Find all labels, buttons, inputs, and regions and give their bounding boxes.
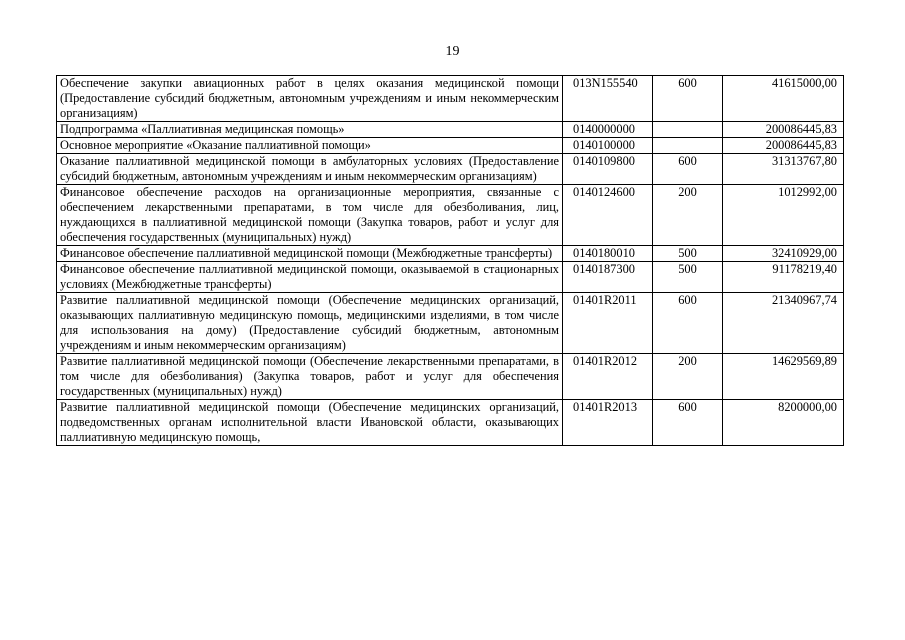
row-name-cell: Развитие паллиативной медицинской помощи (Обеспечение медицинских организаций, подведомственных органам исполнительной власти Ивановской области, оказывающих паллиативную медицинскую помощь, <box>57 400 563 446</box>
row-amount-cell: 31313767,80 <box>723 154 844 185</box>
budget-table <box>56 75 844 446</box>
row-target-article-cell: 0140187300 <box>563 262 653 293</box>
table-row <box>57 122 844 138</box>
row-target-article-cell: 01401R2011 <box>563 293 653 354</box>
row-expense-type-cell: 600 <box>653 154 723 185</box>
table-row <box>57 262 844 293</box>
row-target-article-cell: 01401R2012 <box>563 354 653 400</box>
row-name-cell: Основное мероприятие «Оказание паллиативной помощи» <box>57 138 563 154</box>
table-row <box>57 185 844 246</box>
row-expense-type-cell <box>653 138 723 154</box>
table-row <box>57 154 844 185</box>
row-amount-cell: 200086445,83 <box>723 122 844 138</box>
row-name-cell: Подпрограмма «Паллиативная медицинская помощь» <box>57 122 563 138</box>
table-row <box>57 138 844 154</box>
row-name-cell: Оказание паллиативной медицинской помощи в амбулаторных условиях (Предоставление субсидий бюджетным, автономным учреждениям и иным некоммерческим организациям) <box>57 154 563 185</box>
row-amount-cell: 32410929,00 <box>723 246 844 262</box>
row-name-cell: Развитие паллиативной медицинской помощи (Обеспечение медицинских организаций, оказывающих паллиативную медицинскую помощь, медицинскими изделиями, в том числе для использования на дому) (Предоставление субсидий бюджетным, автономным учреждениям и иным некоммерческим организациям) <box>57 293 563 354</box>
row-name-cell: Обеспечение закупки авиационных работ в целях оказания медицинской помощи (Предоставление субсидий бюджетным, автономным учреждениям и иным некоммерческим организациям) <box>57 76 563 122</box>
row-expense-type-cell: 200 <box>653 185 723 246</box>
row-amount-cell: 1012992,00 <box>723 185 844 246</box>
table-row <box>57 354 844 400</box>
row-name-cell: Финансовое обеспечение паллиативной медицинской помощи, оказываемой в стационарных условиях (Межбюджетные трансферты) <box>57 262 563 293</box>
row-target-article-cell: 0140100000 <box>563 138 653 154</box>
table-row <box>57 246 844 262</box>
page-number: 19 <box>445 44 460 59</box>
row-target-article-cell: 0140000000 <box>563 122 653 138</box>
row-expense-type-cell <box>653 122 723 138</box>
table-row <box>57 400 844 446</box>
row-name-cell: Финансовое обеспечение паллиативной медицинской помощи (Межбюджетные трансферты) <box>57 246 563 262</box>
row-target-article-cell: 013N155540 <box>563 76 653 122</box>
row-expense-type-cell: 600 <box>653 76 723 122</box>
row-amount-cell: 8200000,00 <box>723 400 844 446</box>
row-amount-cell: 14629569,89 <box>723 354 844 400</box>
row-amount-cell: 91178219,40 <box>723 262 844 293</box>
row-expense-type-cell: 500 <box>653 246 723 262</box>
table-row <box>57 76 844 122</box>
row-target-article-cell: 01401R2013 <box>563 400 653 446</box>
row-target-article-cell: 0140180010 <box>563 246 653 262</box>
row-target-article-cell: 0140109800 <box>563 154 653 185</box>
row-expense-type-cell: 200 <box>653 354 723 400</box>
row-expense-type-cell: 500 <box>653 262 723 293</box>
row-amount-cell: 200086445,83 <box>723 138 844 154</box>
row-expense-type-cell: 600 <box>653 293 723 354</box>
table-row <box>57 293 844 354</box>
row-target-article-cell: 0140124600 <box>563 185 653 246</box>
row-amount-cell: 21340967,74 <box>723 293 844 354</box>
row-amount-cell: 41615000,00 <box>723 76 844 122</box>
row-name-cell: Финансовое обеспечение расходов на организационные мероприятия, связанные с обеспечением лекарственными препаратами, в том числе для обезболивания, лиц, нуждающихся в паллиативной медицинской помощи (Закупка товаров, работ и услуг для обеспечения государственных (муниципальных) нужд) <box>57 185 563 246</box>
row-name-cell: Развитие паллиативной медицинской помощи (Обеспечение лекарственными препаратами, в том числе для обезболивания) (Закупка товаров, работ и услуг для обеспечения государственных (муниципальных) нужд) <box>57 354 563 400</box>
row-expense-type-cell: 600 <box>653 400 723 446</box>
